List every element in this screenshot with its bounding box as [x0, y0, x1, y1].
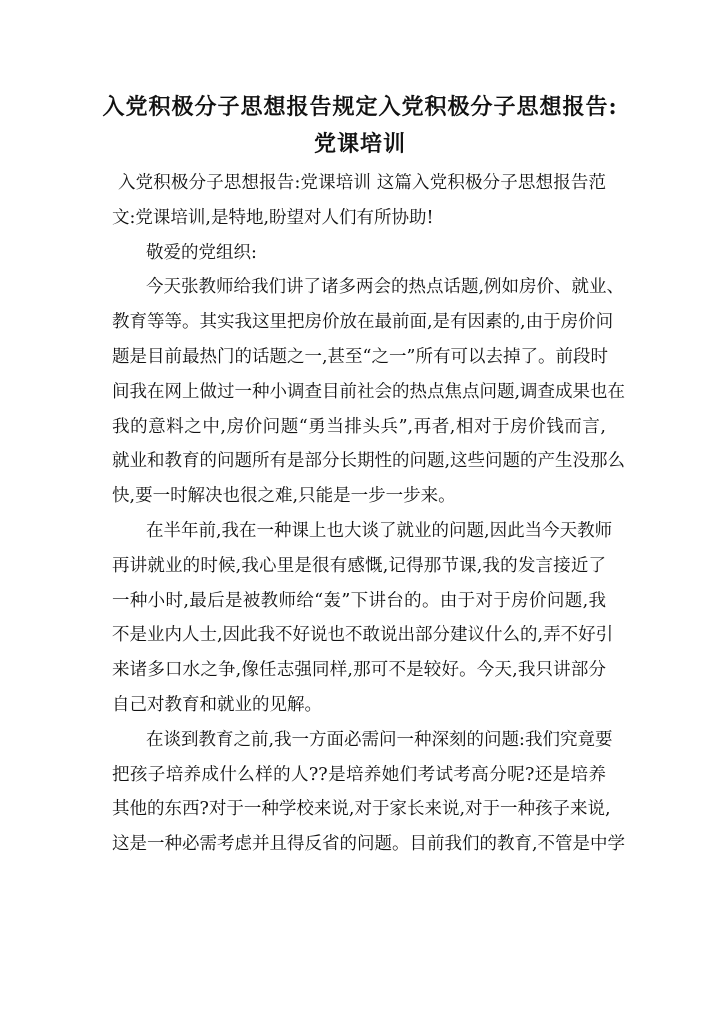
paragraph-line: 快,要一时解决也很之难,只能是一步一步来。: [112, 486, 456, 507]
paragraph-line: 教育等等。其实我这里把房价放在最前面,是有因素的,由于房价问: [112, 312, 614, 333]
paragraph-line: 入党积极分子思想报告:党课培训 这篇入党积极分子思想报告范: [118, 173, 606, 193]
paragraph-line: 我的意料之中,房价问题“勇当排头兵”,再者,相对于房价钱而言,: [112, 416, 606, 437]
paragraph-line: 题是目前最热门的话题之一,甚至“之一”所有可以去掉了。前段时: [112, 346, 608, 367]
paragraph-line: 在半年前,我在一种课上也大谈了就业的问题,因此当今天教师: [146, 520, 613, 541]
paragraph-line: 一种小时,最后是被教师给“轰”下讲台的。由于对于房价问题,我: [112, 590, 606, 611]
paragraph-line: 今天张教师给我们讲了诸多两会的热点话题,例如房价、就业、: [146, 277, 625, 298]
paragraph-line: 来诸多口水之争,像任志强同样,那可不是较好。今天,我只讲部分: [112, 660, 606, 681]
paragraph-line: 自己对教育和就业的见解。: [112, 694, 322, 715]
paragraph-line: 在谈到教育之前,我一方面必需问一种深刻的问题:我们究竟要: [146, 729, 613, 750]
paragraph-line: 把孩子培养成什么样的人??是培养她们考试考高分呢?还是培养: [112, 764, 606, 785]
paragraph-line: 再讲就业的时候,我心里是很有感慨,记得那节课,我的发言接近了: [112, 555, 606, 576]
salutation-line: 敬爱的党组织:: [146, 242, 257, 263]
paragraph-line: 不是业内人士,因此我不好说也不敢说出部分建议什么的,弄不好引: [112, 625, 614, 646]
paragraph-line: 这是一种必需考虑并且得反省的问题。目前我们的教育,不管是中学: [112, 834, 626, 855]
document-body: [112, 166, 626, 862]
paragraph-line: 文:党课培训,是特地,盼望对人们有所协助!: [112, 207, 434, 228]
paragraph-line: 间我在网上做过一种小调查目前社会的热点焦点问题,调查成果也在: [112, 381, 626, 402]
paragraph-line: 就业和教育的问题所有是部分长期性的问题,这些问题的产生没那么: [112, 451, 626, 472]
document-title-line-1: 入党积极分子思想报告规定入党积极分子思想报告:: [102, 94, 618, 120]
document-title-line-2: 党课培训: [313, 131, 406, 157]
paragraph-line: 其他的东西?对于一种学校来说,对于家长来说,对于一种孩子来说,: [112, 799, 611, 820]
